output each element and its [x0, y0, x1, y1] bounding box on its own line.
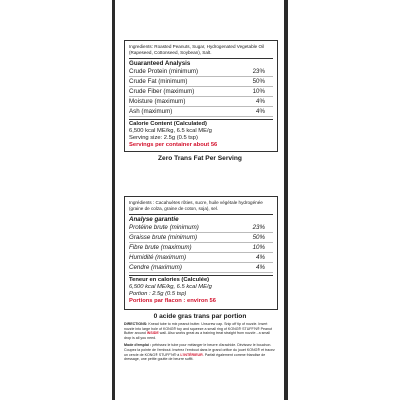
analysis-row-fr: Fibre brute (maximum) 10% — [129, 243, 273, 253]
serving-size: Serving size: 2.5g (0.5 tsp) — [129, 135, 198, 141]
ingredients-text-fr: Ingrédients : Cacahuètes rôties, sucre, huile végétale hydrogénée (graine de colza, graine de coton, soja), sel. — [129, 200, 263, 211]
directions-en — [124, 322, 278, 340]
calorie-content-fr — [129, 275, 273, 305]
analysis-row-fr: Humidité (maximum) 4% — [129, 253, 273, 263]
analysis-row: Moisture (maximum) 4% — [129, 97, 273, 107]
directions-text-2: wall. Also works great as a training treat straight from nozzle - a small drop is all you need. — [124, 331, 271, 340]
calorie-content — [129, 119, 273, 149]
mode-text-1: pétrissez le tube pour mélanger le beurre d'arachide. Dévissez le bouchon. Coupez la pointe de l'embout. Insérez l'embout dans le grand orifice du jouet KONG® et tracez un cercle de KONG® STUFF'N® à — [124, 343, 275, 357]
guaranteed-analysis-title: Guaranteed Analysis — [129, 58, 273, 67]
analysis-row-fr: Graisse brute (minimum) 50% — [129, 233, 273, 243]
mode-text-2: . Parfait également comme friandise de dressage, une petite goutte de beurre suffit. — [124, 352, 266, 362]
calorie-title: Calorie Content (Calculated) — [129, 121, 207, 127]
servings-per-container-fr: Portions par flacon : environ 56 — [129, 298, 216, 304]
analysis-row-fr: Cendre (maximum) 4% — [129, 263, 273, 273]
directions-label: DIRECTIONS: — [124, 322, 148, 326]
analysis-title-fr: Analyse garantie — [129, 214, 273, 223]
directions-fr — [124, 343, 278, 361]
ingredients-text: Ingredients: Roasted Peanuts, Sugar, Hydrogenated Vegetable Oil (Rapeseed, Cottonseed, Soybean), Salt. — [129, 44, 265, 55]
french-nutrition-panel — [124, 196, 278, 310]
analysis-row-fr: Protéine brute (minimum) 23% — [129, 223, 273, 233]
interior-emphasis: L'INTÉRIEUR — [180, 352, 203, 357]
serving-size-fr: Portion : 2.5g (0.5 tsp) — [129, 291, 187, 297]
directions-text-1: Knead tube to mix peanut butter. Unscrew cap. Snip off tip of nozzle. Insert nozzle into large hole of KONG® toy and squeeze a small ring of KONG® STUFF'N® Peanut Butter around — [124, 322, 273, 336]
calorie-line: 6,500 kcal ME/kg, 6.5 kcal ME/g — [129, 128, 212, 134]
mode-label: Mode d'emploi : — [124, 343, 152, 348]
servings-per-container: Servings per container about 56 — [129, 142, 218, 148]
english-nutrition-panel — [124, 40, 278, 152]
calorie-title-fr: Teneur en calories (Calculée) — [129, 277, 210, 283]
trans-fat-statement-fr: 0 acide gras trans par portion — [153, 313, 247, 320]
directions-block — [124, 322, 278, 365]
trans-fat-statement: Zero Trans Fat Per Serving — [158, 155, 242, 162]
analysis-row: Crude Fat (minimum) 50% — [129, 77, 273, 87]
label-right-edge — [284, 0, 288, 400]
analysis-row: Crude Fiber (maximum) 10% — [129, 87, 273, 97]
analysis-row: Ash (maximum) 4% — [129, 107, 273, 117]
inside-emphasis: INSIDE — [146, 331, 159, 336]
calorie-line-fr: 6,500 kcal ME/kg, 6.5 kcal ME/g — [129, 284, 212, 290]
analysis-row: Crude Protein (minimum) 23% — [129, 67, 273, 77]
label-left-edge — [112, 0, 115, 400]
